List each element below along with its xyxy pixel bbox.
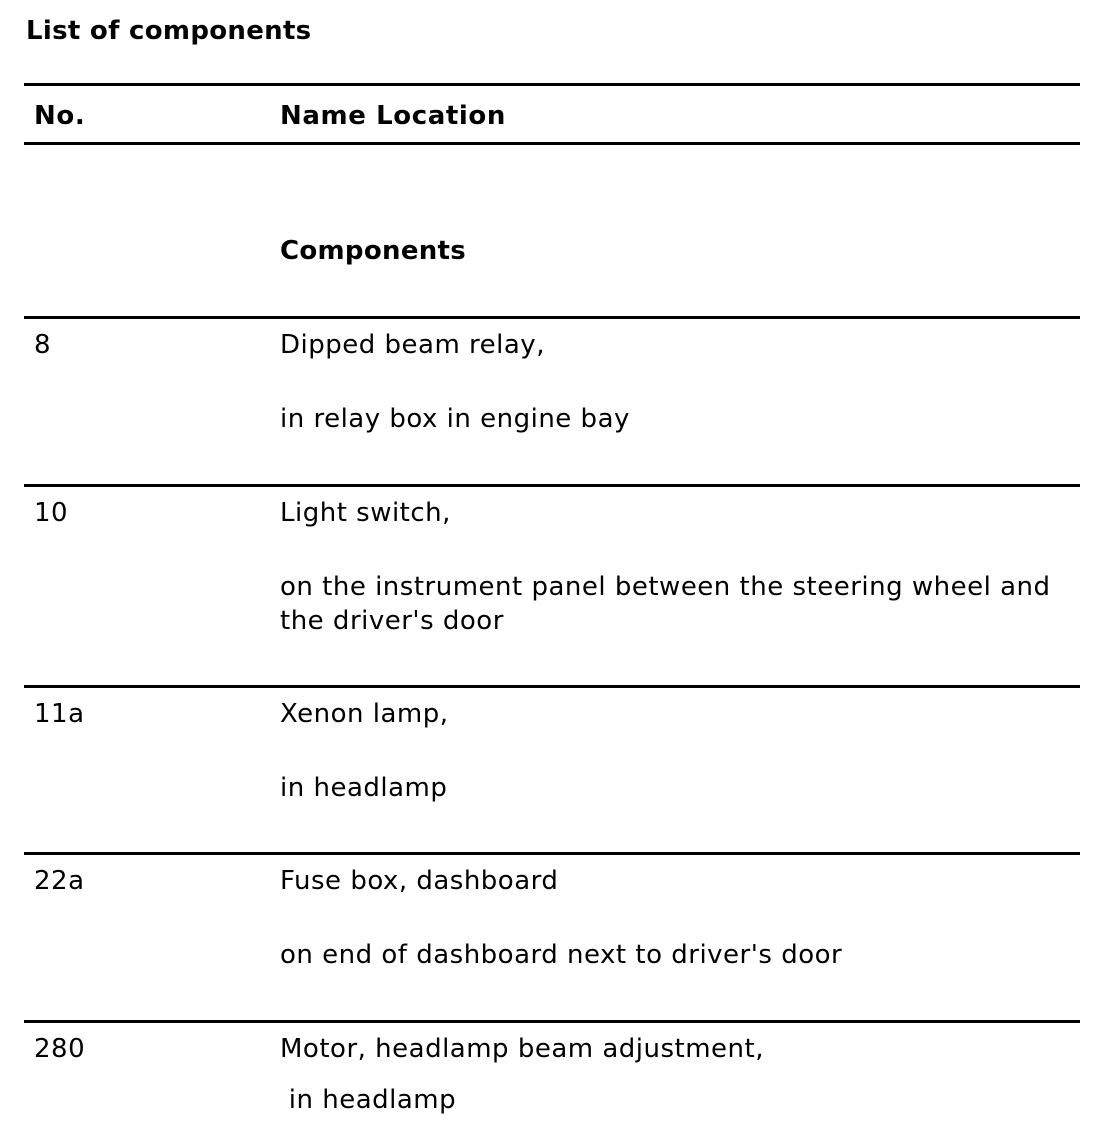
- page-title: List of components: [26, 16, 312, 46]
- cell-name: Xenon lamp,: [280, 699, 449, 729]
- row-divider: [24, 685, 1080, 688]
- section-title: Components: [280, 236, 467, 266]
- row-divider: [24, 852, 1080, 855]
- header-bottom-rule: [24, 142, 1080, 145]
- cell-name: Dipped beam relay,: [280, 330, 545, 360]
- table-top-rule: [24, 83, 1080, 86]
- cell-location: in relay box in engine bay: [280, 404, 630, 434]
- cell-number: 8: [34, 330, 52, 360]
- cell-location: in headlamp: [280, 1085, 457, 1115]
- cell-name: Motor, headlamp beam adjustment,: [280, 1034, 764, 1064]
- header-name-location: Name Location: [280, 101, 506, 131]
- row-divider: [24, 1020, 1080, 1023]
- cell-number: 10: [34, 498, 69, 528]
- cell-name: Fuse box, dashboard: [280, 866, 559, 896]
- cell-name: Light switch,: [280, 498, 451, 528]
- row-divider: [24, 316, 1080, 319]
- cell-location: on end of dashboard next to driver's door: [280, 940, 843, 970]
- row-divider: [24, 484, 1080, 487]
- header-no: No.: [34, 101, 86, 131]
- cell-number: 22a: [34, 866, 85, 896]
- cell-location: in headlamp: [280, 773, 448, 803]
- cell-number: 280: [34, 1034, 86, 1064]
- cell-number: 11a: [34, 699, 85, 729]
- cell-location: on the instrument panel between the steering wheel and the driver's door: [280, 572, 1051, 636]
